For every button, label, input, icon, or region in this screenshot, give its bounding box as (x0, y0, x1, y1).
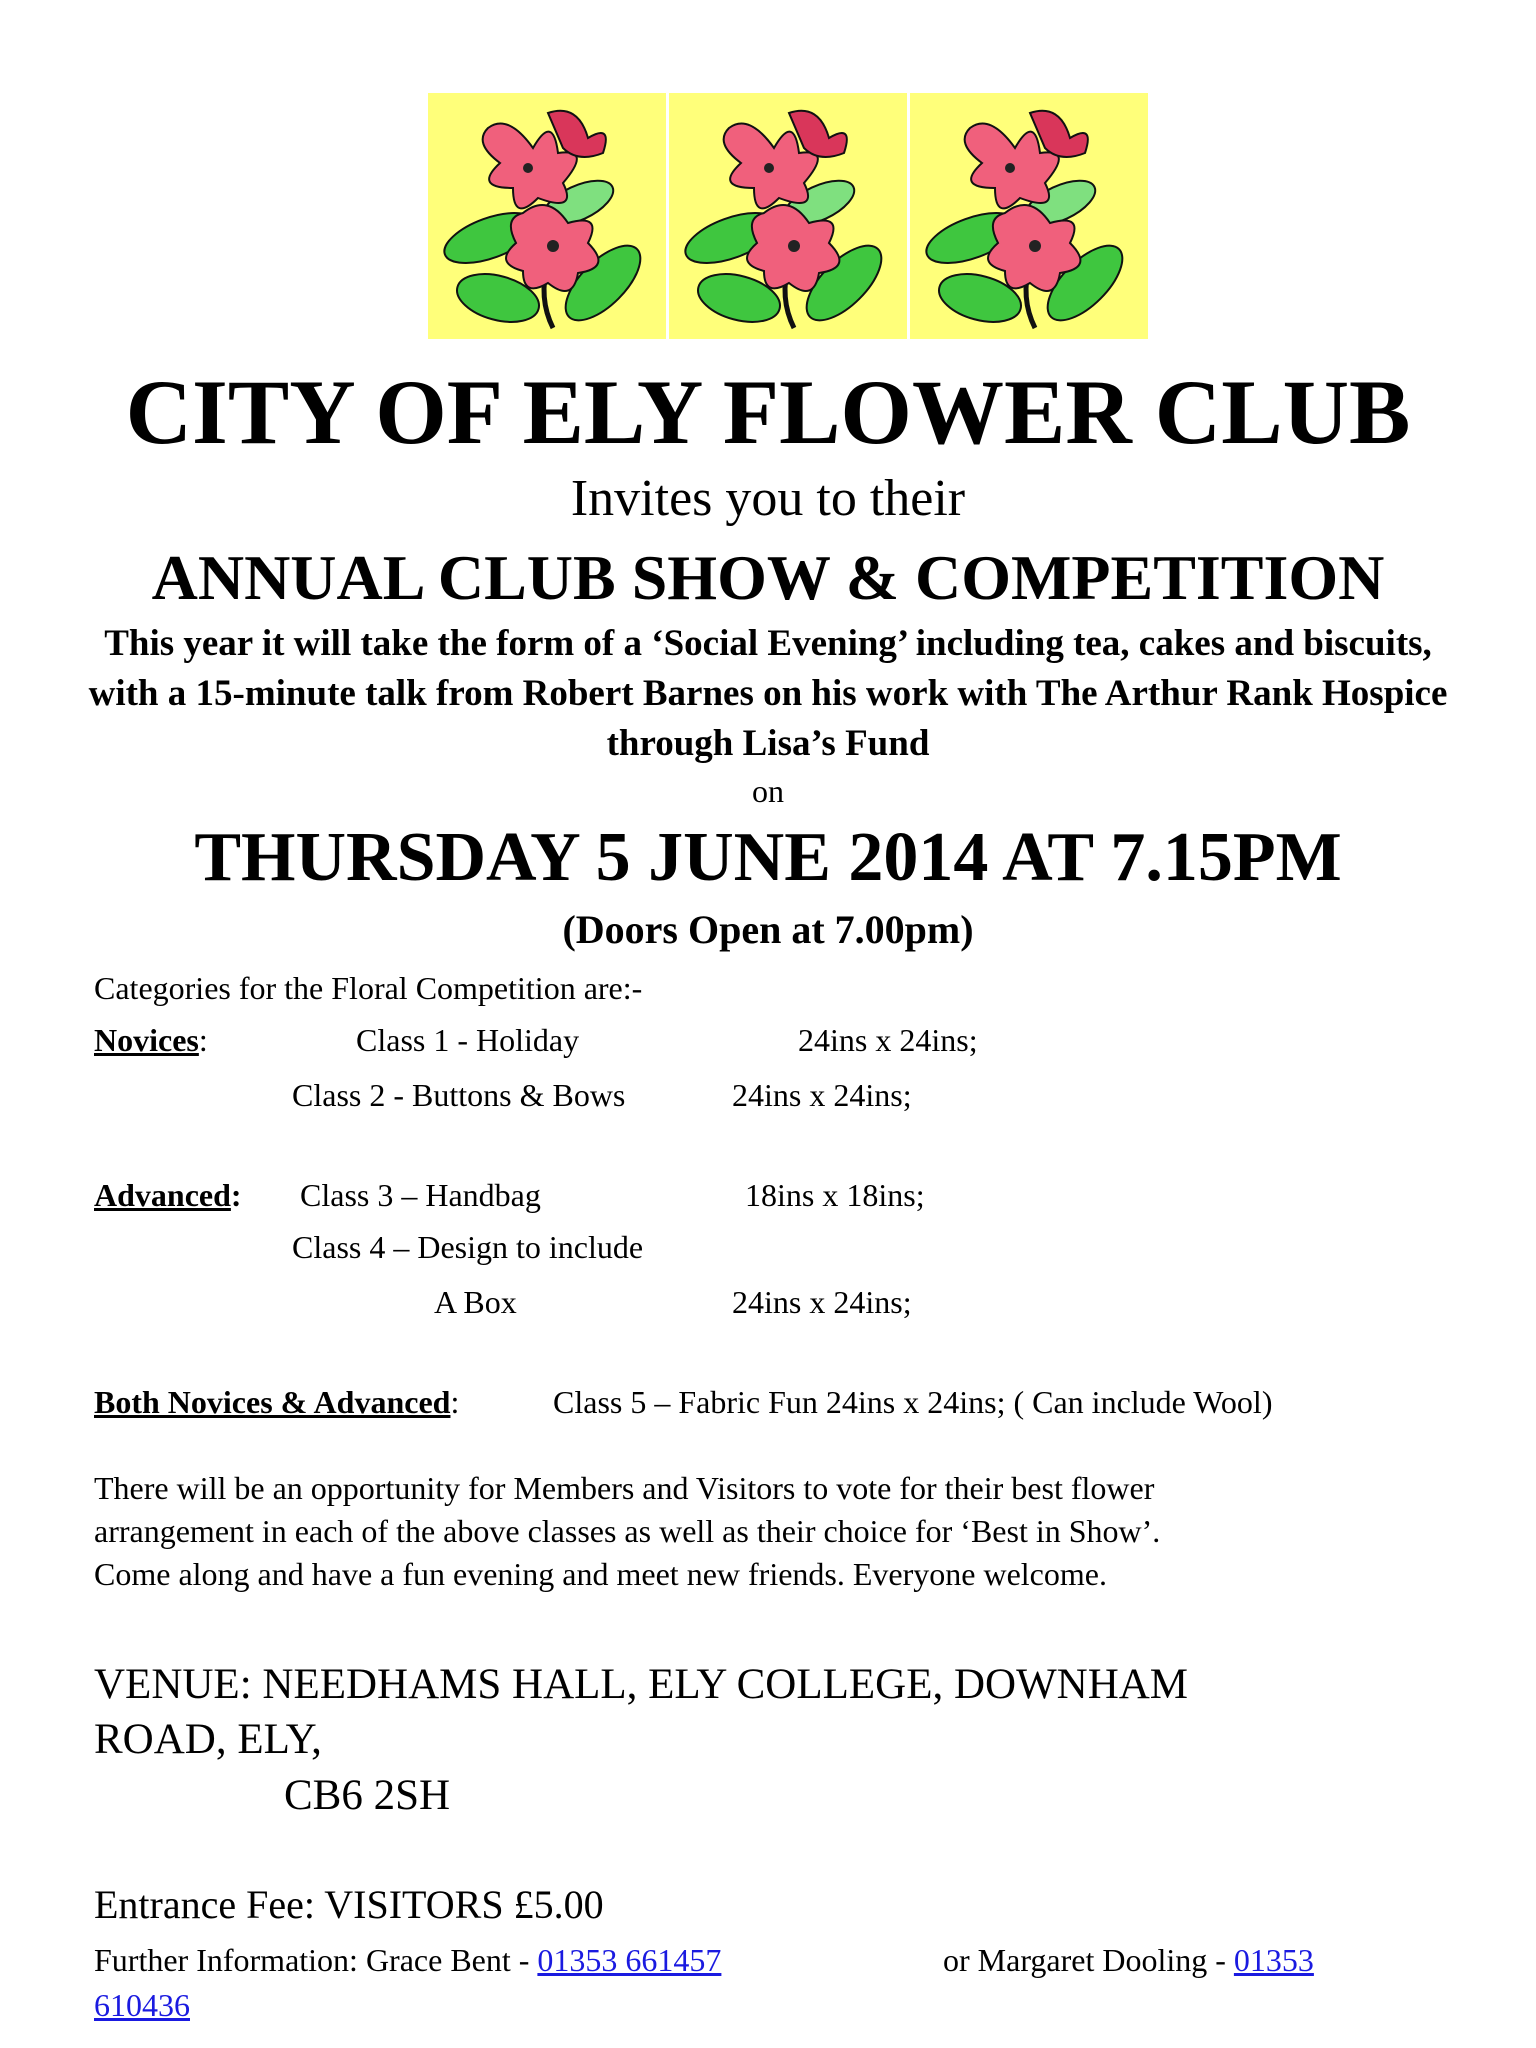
class-2: Class 2 - Buttons & Bows (292, 1077, 626, 1113)
phone-link-margaret[interactable]: 01353 (1233, 1942, 1314, 1978)
vote-line-1: There will be an opportunity for Members and Visitors to vote for their best flower (94, 1470, 1155, 1506)
phone-link-grace[interactable]: 01353 661457 (537, 1942, 722, 1978)
entrance-fee: Entrance Fee: VISITORS £5.00 (94, 1882, 604, 1927)
doors-open: (Doors Open at 7.00pm) (562, 907, 974, 952)
novices-heading (94, 1020, 208, 1060)
club-title: CITY OF ELY FLOWER CLUB (125, 361, 1411, 463)
both-label: Both Novices & Advanced (94, 1384, 451, 1420)
advanced-heading (94, 1175, 242, 1215)
vote-line-3: Come along and have a fun evening and meet new friends. Everyone welcome. (94, 1556, 1107, 1592)
contact-label: Further Information: Grace Bent - (94, 1942, 538, 1978)
class-4-line1: Class 4 – Design to include (292, 1229, 644, 1265)
vote-paragraph (94, 1467, 1160, 1596)
event-date: THURSDAY 5 JUNE 2014 AT 7.15PM (194, 819, 1342, 896)
event-description: This year it will take the form of a ‘Social Evening’ including tea, cakes and biscuits, with a 15-minute talk from Robert Barnes on his work with The Arthur Rank Hospice through Lisa’s Fund (88, 623, 1448, 764)
class-4-size: 24ins x 24ins; (732, 1284, 912, 1320)
advanced-colon: : (230, 1177, 242, 1213)
class-1-size: 24ins x 24ins; (798, 1022, 978, 1058)
both-colon: : (450, 1384, 460, 1420)
novices-label: Novices (94, 1022, 199, 1058)
vote-line-2: arrangement in each of the above classes as well as their choice for ‘Best in Show’. (94, 1513, 1161, 1549)
show-heading: ANNUAL CLUB SHOW & COMPETITION (151, 542, 1385, 613)
categories-intro: Categories for the Floral Competition are:- (94, 970, 643, 1006)
venue-line-2: ROAD, ELY, (94, 1716, 322, 1763)
on-word: on (752, 773, 784, 809)
advanced-label: Advanced (94, 1177, 231, 1213)
phone-link-margaret-cont[interactable]: 610436 (94, 1987, 190, 2023)
novices-colon: : (198, 1022, 208, 1058)
class-2-size: 24ins x 24ins; (732, 1077, 912, 1113)
contact-info (94, 1940, 721, 1980)
class-5: Class 5 – Fabric Fun 24ins x 24ins; ( Can include Wool) (553, 1384, 1273, 1420)
class-4-line2: A Box (434, 1284, 517, 1320)
contact-or: or Margaret Dooling - (943, 1942, 1234, 1978)
class-3: Class 3 – Handbag (300, 1177, 541, 1213)
both-heading (94, 1382, 459, 1422)
venue-postcode: CB6 2SH (284, 1772, 451, 1819)
contact-info-3 (94, 1985, 190, 2025)
invite-line: Invites you to their (570, 470, 966, 527)
flower-image-2 (669, 93, 907, 339)
class-3-size: 18ins x 18ins; (745, 1177, 925, 1213)
flower-image-1 (428, 93, 666, 339)
class-1: Class 1 - Holiday (356, 1022, 580, 1058)
flower-image-3 (910, 93, 1148, 339)
contact-info-2 (943, 1940, 1314, 1980)
venue-line-1: VENUE: NEEDHAMS HALL, ELY COLLEGE, DOWNHAM (94, 1661, 1189, 1708)
